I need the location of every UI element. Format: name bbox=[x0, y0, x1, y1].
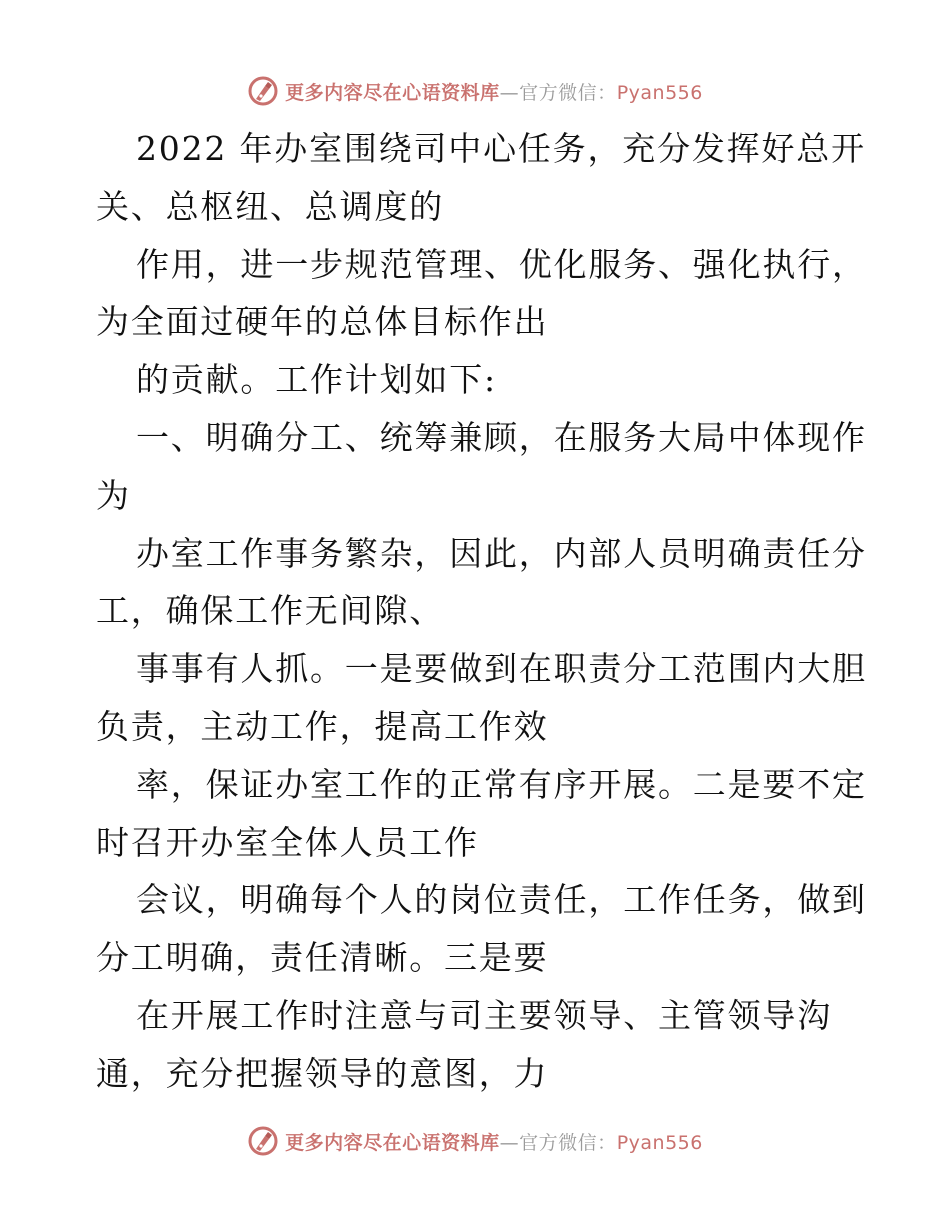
text-line: 时召开办室全体人员工作 bbox=[96, 822, 479, 862]
watermark-text: 更多内容尽在心语资料库—官方微信：Pyan556 bbox=[285, 1131, 703, 1154]
text-line: 作用，进一步规范管理、优化服务、强化执行， bbox=[136, 244, 867, 284]
watermark-text: 更多内容尽在心语资料库—官方微信：Pyan556 bbox=[285, 81, 703, 104]
text-line: 事事有人抓。一是要做到在职责分工范围内大胆 bbox=[136, 649, 867, 689]
text-line: 负责，主动工作，提高工作效 bbox=[96, 706, 549, 746]
text-line: 在开展工作时注意与司主要领导、主管领导沟 bbox=[136, 995, 832, 1035]
pen-nib-circle-icon bbox=[247, 1125, 279, 1157]
pen-nib-circle-icon bbox=[247, 75, 279, 107]
text-line: 办室工作事务繁杂，因此，内部人员明确责任分 bbox=[136, 533, 867, 573]
text-line: 的贡献。工作计划如下: bbox=[136, 360, 497, 400]
text-line: 分工明确，责任清晰。三是要 bbox=[96, 938, 549, 978]
footer-watermark bbox=[0, 1121, 950, 1161]
header-watermark bbox=[0, 71, 950, 111]
text-line: 率，保证办室工作的正常有序开展。二是要不定 bbox=[136, 764, 867, 804]
text-line: 通，充分把握领导的意图，力 bbox=[96, 1053, 549, 1093]
text-line: 为 bbox=[96, 475, 131, 515]
text-line: 一、明确分工、统筹兼顾，在服务大局中体现作 bbox=[136, 417, 867, 457]
text-line: 会议，明确每个人的岗位责任，工作任务，做到 bbox=[136, 880, 867, 920]
document-body bbox=[96, 120, 867, 1103]
text-line: 工，确保工作无间隙、 bbox=[96, 591, 444, 631]
text-line: 关、总枢纽、总调度的 bbox=[96, 186, 444, 226]
text-line: 为全面过硬年的总体目标作出 bbox=[96, 302, 549, 342]
text-line: 2022 年办室围绕司中心任务，充分发挥好总开 bbox=[136, 129, 866, 168]
